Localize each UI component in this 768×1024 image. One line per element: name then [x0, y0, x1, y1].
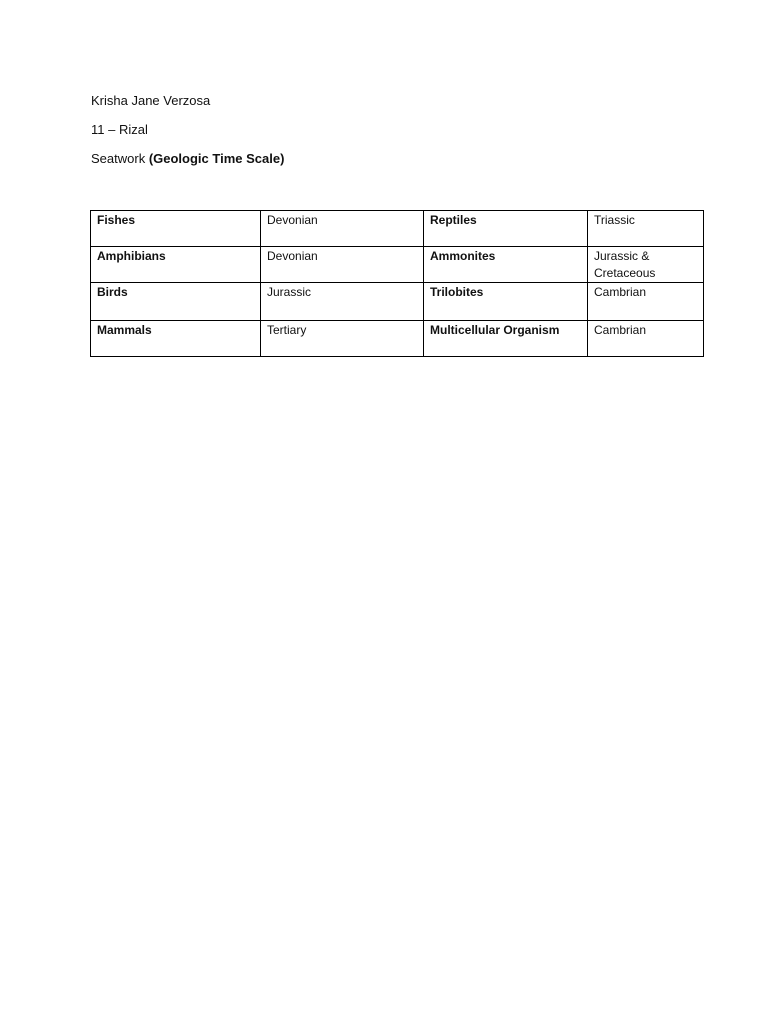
organism-cell: Mammals [91, 321, 261, 357]
organism-cell: Fishes [91, 211, 261, 247]
table-row [91, 321, 704, 357]
period-cell: Devonian [261, 211, 424, 247]
title-topic: (Geologic Time Scale) [148, 151, 285, 166]
organism-cell: Amphibians [91, 247, 261, 283]
period-cell: Cambrian [588, 283, 704, 321]
organism-cell: Trilobites [424, 283, 588, 321]
table-row [91, 247, 704, 283]
class-section: 11 – Rizal [91, 122, 148, 137]
period-cell: Jurassic [261, 283, 424, 321]
period-cell: Devonian [261, 247, 424, 283]
period-cell: Triassic [588, 211, 704, 247]
table-row [91, 283, 704, 321]
period-cell: Cambrian [588, 321, 704, 357]
period-cell: Tertiary [261, 321, 424, 357]
organism-cell: Ammonites [424, 247, 588, 283]
organism-cell: Reptiles [424, 211, 588, 247]
geologic-time-table [90, 210, 704, 357]
student-name: Krisha Jane Verzosa [91, 93, 211, 108]
table-row [91, 211, 704, 247]
period-cell: Jurassic & Cretaceous [588, 247, 704, 283]
document-title [91, 151, 284, 167]
title-prefix: Seatwork [91, 151, 149, 166]
organism-cell: Multicellular Organism [424, 321, 588, 357]
organism-cell: Birds [91, 283, 261, 321]
